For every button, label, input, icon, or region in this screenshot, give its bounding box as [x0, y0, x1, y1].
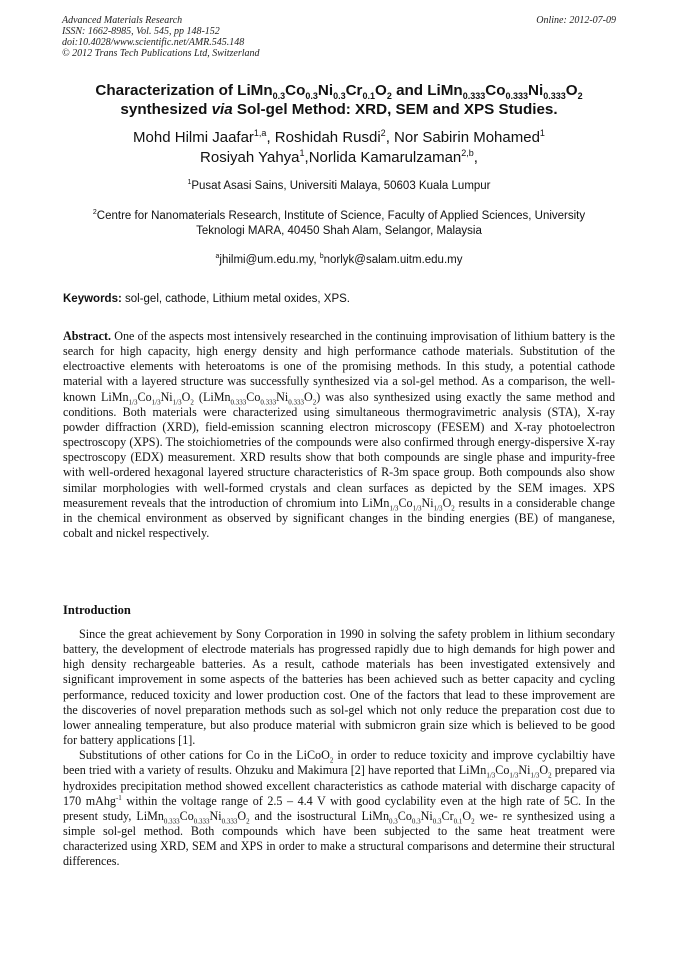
journal-issn: ISSN: 1662-8985, Vol. 545, pp 148-152	[62, 26, 220, 37]
keywords-label: Keywords:	[63, 293, 122, 305]
journal-header	[62, 15, 616, 59]
introduction-body	[63, 627, 615, 870]
title-line-1: Characterization of $LiMn_{0.3}Co_{0.3}Ni_{0.3}Cr_{0.1}O_2$ and $LiMn_{0.333}Co_{0.333}Ni_{0.333}O_2$	[95, 82, 583, 102]
title-line-2: synthesized via Sol-gel Method: XRD, SEM and XPS Studies.	[120, 101, 558, 118]
online-date: Online: 2012-07-09	[536, 15, 616, 26]
abstract: Abstract. One of the aspects most intensively researched in the continuing improvisation of lithium battery is the search for high capacity, high energy density and high performance cathode materials. Substitution of the electroactive elements with heteroatoms is one of the promising methods. In this study, a potential cathode material with a layered structure was successfully synthesized via a sol-gel method. As a comparison, the well-known $LiMn_{1/3}Co_{1/3}Ni_{1/3}O_2$ $(LiMn_{0.333}Co_{0.333}Ni_{0.333}O_2)$ was also synthesized using exactly the same method and conditions. Both materials were characterized using simultaneous thermogravimetric analysis (STA), X-ray powder diffraction (XRD), field-emission scanning electron microscopy (FESEM) and X-ray photoelectron spectroscopy (XPS). The stoichiometries of the compounds were also confirmed through energy-dispersive X-ray spectroscopy (EDX) measurement. XRD results show that both compounds are single phase and impurity-free with well-ordered hexagonal layered structure characteristics of R-3m space group. Both compounds also show similar morphologies with well-formed crystals and clean surfaces as depicted by the SEM images. XPS measurement reveals that the introduction of chromium into $LiMn_{1/3}Co_{1/3}Ni_{1/3}O_2$ results in a considerable change in the chemical environment as observed by significant changes in the binding energies (BE) of manganese, cobalt and nickel respectively.	[63, 329, 615, 541]
author-emails: $^a$jhilmi@um.edu.my, $^b$norlyk@salam.uitm.edu.my	[215, 253, 463, 266]
affiliation-1: $^1$Pusat Asasi Sains, Universiti Malaya, 50603 Kuala Lumpur	[187, 179, 491, 192]
journal-copyright: © 2012 Trans Tech Publications Ltd, Switzerland	[62, 48, 260, 59]
journal-doi: doi:10.4028/www.scientific.net/AMR.545.148	[62, 37, 245, 48]
intro-paragraph-2: Substitutions of other cations for Co in the LiCoO$_2$ in order to reduce toxicity and improve cyclabiltiy have been tried with a variety of results. Ohzuku and Makimura [2] have reported that $LiMn_{1/3}Co_{1/3}Ni_{1/3}O_2$ prepared via hydroxides precipitation method showed excellent characteristics as cathode material with discharge capacity of 170 mAhg$^{-1}$ within the voltage range of 2.5 – 4.4 V with good cyclability even at the high rate of 5C. In the present study, $LiMn_{0.333}Co_{0.333}Ni_{0.333}O_2$ and the isostructural $LiMn_{0.3}Co_{0.3}Ni_{0.3}Cr_{0.1}O_2$ we- re synthesized using a simple sol-gel method. Both compounds which have been subjected to the same heat treatment were characterized using XRD, SEM and XPS in order to make a structural comparisons and determine their structural differences.	[63, 748, 616, 869]
paper-title	[50, 81, 628, 119]
abstract-label: Abstract.	[63, 329, 112, 343]
affiliation-2: $^2$Centre for Nanomaterials Research, Institute of Science, Faculty of Applied Sciences, University Teknologi MARA, 40450 Shah Alam, Selangor, Malaysia	[92, 209, 586, 237]
introduction-heading: Introduction	[63, 603, 131, 617]
journal-name: Advanced Materials Research	[62, 15, 183, 26]
author-list: Mohd Hilmi Jaafar$^{1,a}$, Roshidah Rusdi$^2$, Nor Sabirin Mohamed$^1$ Rosiyah Yahya$^1$,Norlida Kamarulzaman$^{2,b}$,	[133, 128, 545, 166]
keywords: Keywords: sol-gel, cathode, Lithium metal oxides, XPS.	[63, 293, 350, 305]
intro-paragraph-1: Since the great achievement by Sony Corporation in 1990 in solving the safety problem in lithium secondary battery, the development of electrode materials has progressed rapidly due to high demands for high power and high density rechargeable batteries. As a result, cathode materials has been investigated extensively and significant improvement in some aspects of the batteries has been achieved such as better capacity and cycling performance, reduced toxicity and lower production cost. One of the factors that lead to these improvement are the discoveries of novel preparation methods such as sol-gel which not only reduce the preparation cost due to lower annealing temperature, but also produce material with submicron grain size which is believed to be good for battery applications [1].	[63, 627, 615, 748]
